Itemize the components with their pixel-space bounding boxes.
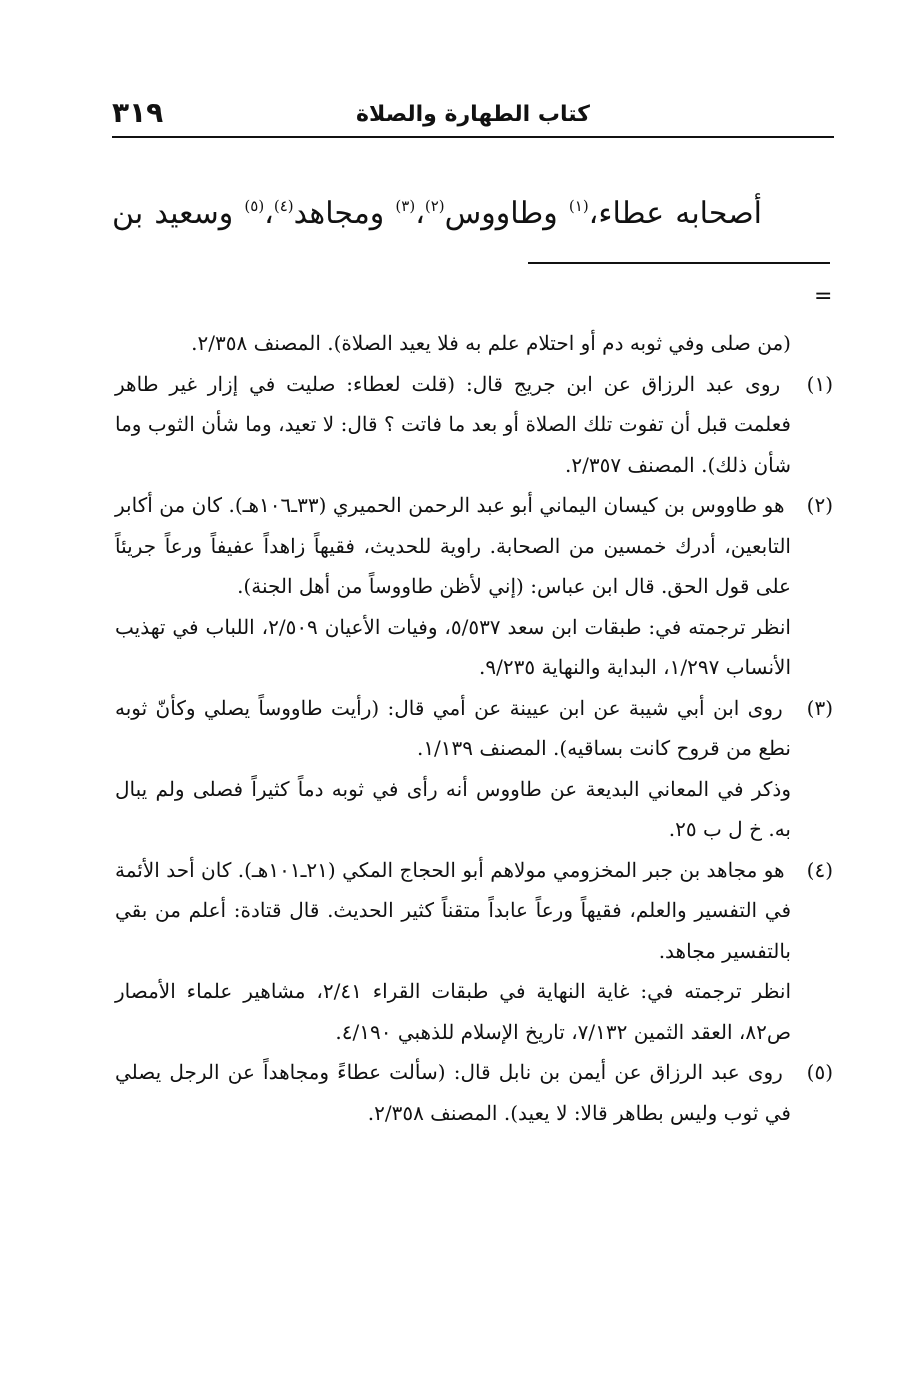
main-word: عطاء،$^{(١)}$	[568, 196, 665, 231]
footnote-2-sources: انظر ترجمته في: طبقات ابن سعد ٥/٥٣٧، وفيات الأعيان ٢/٥٠٩، اللباب في تهذيب الأنساب ١/٢٩٧، البداية والنهاية ٩/٢٣٥.	[115, 614, 791, 679]
footnote-ref: (٣)	[395, 197, 416, 215]
footnote-ref: (٢)	[424, 197, 445, 215]
header-rule	[112, 136, 834, 138]
page-number: ٣١٩	[112, 96, 164, 129]
main-word: وسعيد	[154, 196, 234, 231]
footnote-continued: (من صلى وفي ثوبه دم أو احتلام علم به فلا يعيد الصلاة). المصنف ٢/٣٥٨.	[191, 331, 791, 355]
main-word: أصحابه	[675, 196, 762, 231]
footnote-4: (٤) هو مجاهد بن جبر المخزومي مولاهم أبو الحجاج المكي (٢١ـ١٠١هـ). كان أحد الأئمة في التفسير والعلم، فقيهاً ورعاً عابداً متقناً كثير الحديث. قال قتادة: أعلم من بقي بالتفسير مجاهد.	[115, 850, 833, 972]
main-word: وطاووس$^{(٢)}$،$^{(٣)}$	[395, 196, 558, 231]
main-word: بن	[112, 196, 144, 231]
footnote-2: (٢) هو طاووس بن كيسان اليماني أبو عبد الرحمن الحميري (٣٣ـ١٠٦هـ). كان من أكابر التابعين، أدرك خمسين من الصحابة. راوية للحديث، فقيهاً زاهداً عفيفاً ورعاً جريئاً على قول الحق. قال ابن عباس: (إني لأظن طاووساً من أهل الجنة).	[115, 485, 833, 607]
footnote-ref: (٤)	[273, 197, 294, 215]
footnote-4-sources: انظر ترجمته في: غاية النهاية في طبقات القراء ٢/٤١، مشاهير علماء الأمصار ص٨٢، العقد الثمين ٧/١٣٢، تاريخ الإسلام للذهبي ٤/١٩٠.	[115, 979, 792, 1044]
footnote-5: (٥) روى عبد الرزاق عن أيمن بن نابل قال: (سألت عطاءً ومجاهداً عن الرجل يصلي في ثوب وليس بطاهر قالا: لا يعيد). المصنف ٢/٣٥٨.	[115, 1052, 833, 1133]
footnote-number: (٣)	[806, 695, 833, 720]
main-text-line	[112, 176, 762, 236]
running-head	[112, 96, 834, 136]
footnote-ref: (٥)	[244, 197, 265, 215]
footnotes	[115, 323, 833, 1133]
footnote-number: (٤)	[806, 857, 833, 882]
footnote-3-note: وذكر في المعاني البديعة عن طاووس أنه رأى في ثوبه دماً كثيراً فصلى ولم يبال به. خ ل ب ٢٥.	[115, 776, 791, 841]
footnote-3: (٣) روى ابن أبي شيبة عن ابن عيينة عن أمي قال: (رأيت طاووساً يصلي وكأنّ ثوبه نطع من قروح كانت بساقيه). المصنف ١/١٣٩.	[115, 688, 833, 769]
footnote-separator	[528, 262, 830, 264]
footnote-ref: (١)	[568, 197, 589, 215]
main-word: ومجاهد$^{(٤)}$،$^{(٥)}$	[244, 196, 385, 231]
footnote-number: (٥)	[806, 1060, 834, 1084]
running-title: كتاب الطهارة والصلاة	[356, 102, 590, 127]
footnote-1: (١) روى عبد الرزاق عن ابن جريج قال: (قلت لعطاء: صليت في إزار غير طاهر فعلمت قبل أن تفوت تلك الصلاة أو بعد ما فاتت ؟ قال: لا تعيد، وما شأن الثوب وما شأن ذلك). المصنف ٢/٣٥٧.	[115, 364, 833, 486]
footnote-number: (٢)	[806, 493, 834, 517]
continuation-mark: =	[814, 284, 833, 309]
footnote-number: (١)	[806, 371, 834, 396]
